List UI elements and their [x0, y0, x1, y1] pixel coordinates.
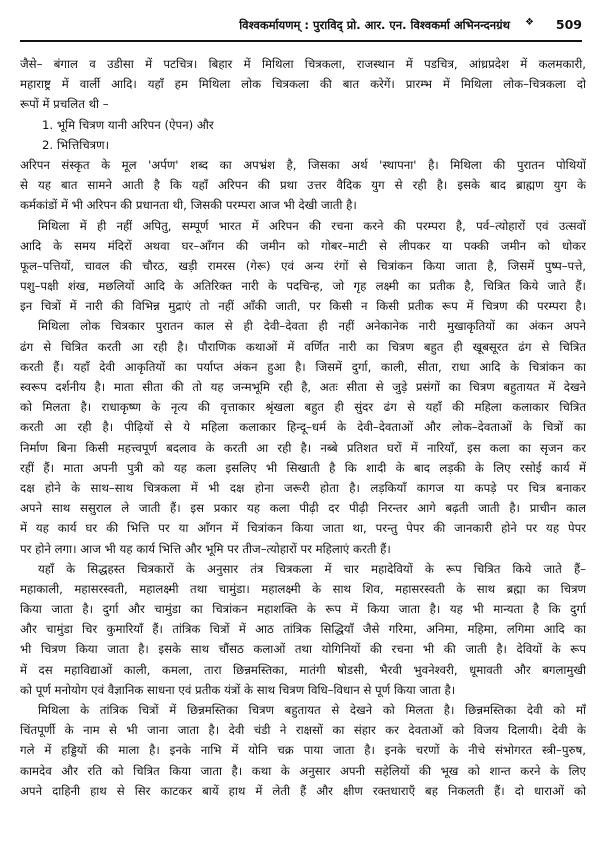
page-header [20, 14, 582, 42]
body-text [20, 54, 586, 801]
text-line: मिथिला लोक चित्रकार पुरातन काल से ही देवी–देवता ही नहीं अनेकानेक नारी मुखाकृतियों का अंकन अपने [38, 319, 586, 334]
page-number: 509 [555, 17, 582, 32]
text-line: करती हैं। यहाँ देवी आकृतियों का पर्याप्त अंकन हुआ है। जिसमें दुर्गा, काली, सीता, राधा आदि के चित्रांकन का [20, 359, 586, 374]
diamond-ornament-icon: ❖ [525, 17, 534, 28]
text-line: मिथिला में ही नहीं अपितु, सम्पूर्ण भारत में अरिपन की रचना करने की परम्परा है, पर्व–त्योहारों एवं उत्सवों [38, 218, 586, 233]
text-line: ढंग से चित्रित करती आ रही है। पौराणिक कथाओं में वर्णित नारी का चित्रण बहुत ही खूबसूरत ढंग से चित्रित [20, 339, 586, 354]
text-line: जैसे– बंगाल व उडीसा में पटचित्र। बिहार में मिथिला चित्रकला, राजस्थान में पडचित्र, आंध्रप्रदेश में कलमकारी, [20, 57, 586, 71]
text-line: अपने दाहिनी हाथ से सिर काटकर बायें हाथ में लेती हैं और क्षीण रक्तधाराएँ बह निकलती हैं। दो धाराओं को [20, 783, 586, 798]
text-line: किया जाता है। दुर्गा और चामुंडा का चित्रांकन महाशक्ति के रूप में किया जाता है। यह भी मान्यता है कि दुर्गा [20, 602, 586, 617]
text-line: को पूर्ण मनोयोग एवं वैज्ञानिक साधना एवं प्रतीक यंत्रों के साथ चित्रण विधि–विधान से पूर्ण किया जाता है। [20, 682, 456, 697]
text-line: को मिलता है। राधाकृष्ण के नृत्य की वृत्ताकार श्रृंखला बहुत ही सुंदर ढंग से यहाँ की महिला कलाकार चित्रित [20, 400, 586, 415]
text-line: पशु–पक्षी शंख, मछलियों आदि के अतिरिक्त नारी के पदचिन्ह, जो गृह लक्ष्मी का प्रतीक है, चित्रित किये जाते हैं। [20, 279, 586, 294]
text-line: आदि के समय मंदिरों अथवा घर–आँगन की जमीन को गोबर–माटी से लीपकर या पक्की जमीन को धोकर [20, 238, 586, 253]
text-line: निर्माण बिना किसी महत्त्वपूर्ण बदलाव के करती आ रही है। नब्बे प्रतिशत घरों में नारियाँ, इस कला का सृजन कर [20, 440, 586, 455]
text-line: चिंतपूर्णी के नाम से भी जाना जाता है। देवी चंडी ने राक्षसों का संहार कर देवताओं को विजय दिलायी। देवी के [20, 723, 586, 738]
text-line: करती आ रही है। पीढ़ियों से ये महिला कलाकार हिन्दू–धर्म के देवी–देवताओं और लोक–देवताओं के चित्रों का [20, 420, 586, 435]
text-line: कर्मकांडों में भी अरिपन की प्रधानता थी, जिसकी परम्परा आज भी देखी जाती है। [20, 198, 357, 213]
text-line: कामदेव और रति को चित्रित किया जाता है। कथा के अनुसार अपनी सहेलियों की भूख को शान्त करने के लिए [20, 763, 586, 778]
text-line: रूपों में प्रचलित थी – [20, 97, 109, 112]
text-line: महाकाली, महासरस्वती, महालक्ष्मी तथा चामुंडा। महालक्ष्मी के साथ शिव, महासरस्वती के साथ ब्रह्मा का चित्रण [20, 581, 586, 596]
text-line: रहीं हैं। माता अपनी पुत्री को यह कला इसलिए भी सिखाती है कि शादी के बाद लड़की के लिए रसोई कार्य में [20, 460, 586, 475]
text-line: फूल–पत्तियों, चावल की चौरठ, खड़ी रामरस (गेरू) एवं अन्य रंगों से चित्रांकन किया जाता है, जिसमें पुष्प–पत्ते, [20, 258, 586, 273]
text-line: स्वरूप दर्शनीय है। माता सीता की तो यह जन्मभूमि रही है, अतः सीता से जुड़े प्रसंगों का चित्रण बहुतायत में देखने [20, 380, 586, 394]
text-line: महाराष्ट्र में वार्ली आदि। यहाँ हम मिथिला लोक चित्रकला की बात करेगें। प्रारम्भ में मिथिला लोक–चित्रकला दो [20, 77, 586, 92]
text-line: दक्ष होने के साथ–साथ चित्रकला में भी दक्ष होना जरूरी होता है। लड़कियाँ कागज या कपड़े पर चित्र बनाकर [20, 480, 586, 495]
text-line: से यह बात सामने आती है कि यहाँ अरिपन की प्रथा उत्तर वैदिक युग से रही है। इसके बाद ब्राह्मण युग के [20, 178, 586, 193]
list-item: 2. भित्तिचित्रण। [42, 137, 109, 152]
text-line: पर होने लगा। आज भी यह कार्य भित्ति और भूमि पर तीज–त्योहारों पर महिलाएं करती हैं। [20, 541, 391, 556]
running-title: विश्वकर्मायणम् : पुराविद् प्रो. आर. एन. विश्वकर्मा अभिनन्दनग्रंथ [239, 18, 510, 32]
text-line: भी चित्रण किया जाता है। इसके साथ चौंसठ कलाओं तथा योगिनियों की रचना भी की जाती है। देवियों के रूप [20, 642, 586, 657]
text-line: और चामुंडा चिर कुमारियाँ हैं। तांत्रिक चित्रों में आठ तांत्रिक सिद्धियाँ जैसे गरिमा, अनिमा, महिमा, लगिमा आदि का [20, 622, 586, 637]
text-line: में दस महाविद्याओं काली, कमला, तारा छिन्नमस्तिका, मातंगी षोडसी, भैरवी भुवनेश्वरी, धूमावती और बगलामुखी [20, 662, 586, 677]
text-line: मिथिला के तांत्रिक चित्रों में छिन्नमस्तिका चित्रण बहुतायत से देखने को मिलता है। छिन्नमस्तिका देवी को माँ [38, 703, 586, 717]
text-line: गले में हड्डियों की माला है। इनके नाभि में योनि चक्र पाया जाता है। इनके चरणों के नीचे संभोगरत स्त्री–पुरुष, [20, 743, 586, 758]
text-line: यहाँ के सिद्धहस्त चित्रकारों के अनुसार तंत्र चित्रकला में चार महादेवियों के रूप चित्रित किये जाते हैं– [38, 561, 586, 576]
text-line: में यह कार्य घर की भित्ति पर या आँगन में चित्रांकन किया जाता था, परन्तु पेपर की जानकारी होने पर यह पेपर [20, 521, 586, 536]
text-line: अपने साथ ससुराल ले जाती हैं। इस प्रकार यह कला पीढ़ी दर पीढ़ी निरन्तर आगे बढ़ती जाती है। प्राचीन काल [20, 501, 586, 516]
list-item: 1. भूमि चित्रण यानी अरिपन (ऐपन) और [42, 117, 214, 132]
text-line: अरिपन संस्कृत के मूल 'अर्पण' शब्द का अपभ्रंश है, जिसका अर्थ 'स्थापना' है। मिथिला की पुरातन पोथियों [20, 157, 586, 172]
text-line: इन चित्रों में नारी की विभिन्न मुद्राएं तो नहीं आँकी जाती, पर किसी न किसी प्रतीक रूप में चित्रण की परम्परा है। [20, 299, 586, 314]
